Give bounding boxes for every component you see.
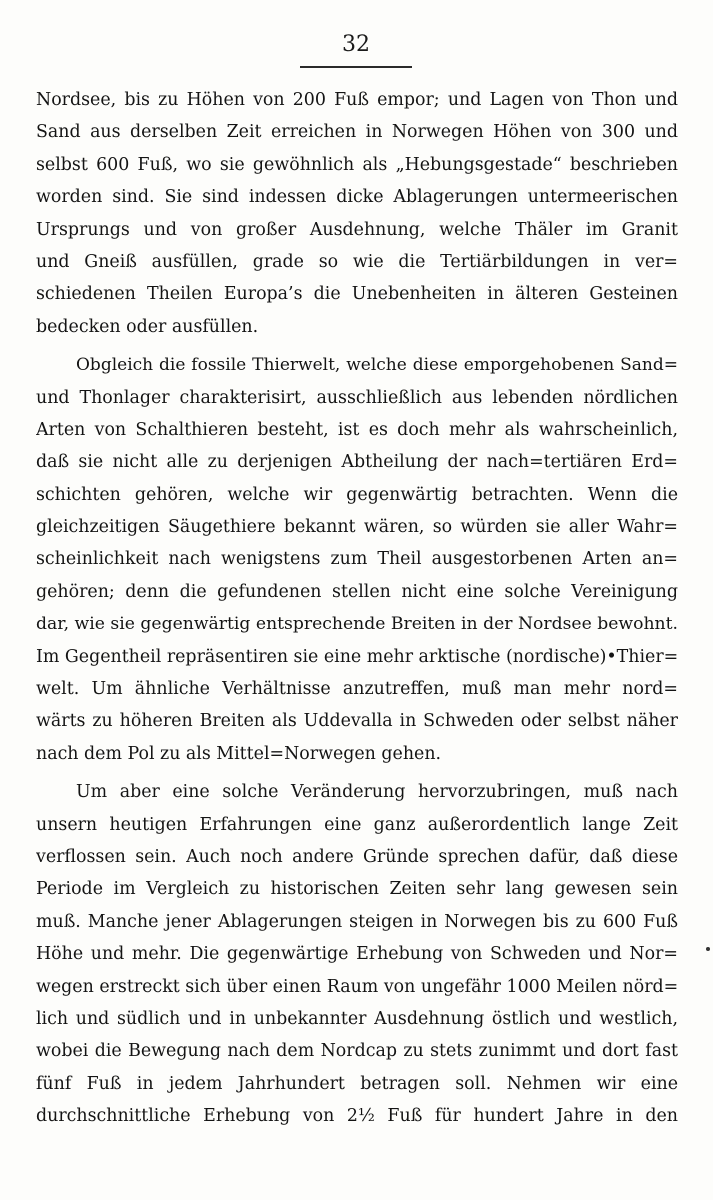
text-line: lich und südlich und in unbekannter Ausdehnung östlich und westlich, bbox=[36, 1008, 678, 1029]
text-line: Periode im Vergleich zu historischen Zeiten sehr lang gewesen sein bbox=[36, 879, 678, 900]
text-line: worden sind. Sie sind indessen dicke Ablagerungen untermeerischen bbox=[36, 187, 678, 208]
text-line: Sand aus derselben Zeit erreichen in Norwegen Höhen von 300 und bbox=[36, 122, 678, 143]
page-number: 32 bbox=[342, 32, 370, 57]
text-line: wegen erstreckt sich über einen Raum von ungefähr 1000 Meilen nörd= bbox=[36, 976, 678, 997]
text-line: fünf Fuß in jedem Jahrhundert betragen soll. Nehmen wir eine bbox=[36, 1073, 678, 1094]
text-line: daß sie nicht alle zu derjenigen Abtheilung der nach=tertiären Erd= bbox=[36, 452, 678, 473]
text-line: nach dem Pol zu als Mittel=Norwegen gehen. bbox=[36, 743, 442, 764]
text-line: gleichzeitigen Säugethiere bekannt wären, so würden sie aller Wahr= bbox=[36, 517, 678, 538]
text-line: verflossen sein. Auch noch andere Gründe sprechen dafür, daß diese bbox=[36, 846, 678, 867]
text-line: wärts zu höheren Breiten als Uddevalla in Schweden oder selbst näher bbox=[36, 711, 678, 732]
text-line: Arten von Schalthieren besteht, ist es doch mehr als wahrscheinlich, bbox=[36, 419, 678, 440]
ink-speck bbox=[706, 947, 710, 951]
text-line: Um aber eine solche Veränderung hervorzubringen, muß nach bbox=[76, 782, 678, 803]
text-line: selbst 600 Fuß, wo sie gewöhnlich als „Hebungsgestade“ beschrieben bbox=[36, 154, 678, 175]
text-line: Obgleich die fossile Thierwelt, welche diese emporgehobenen Sand= bbox=[76, 355, 678, 376]
text-line: bedecken oder ausfüllen. bbox=[36, 316, 259, 337]
text-line: schichten gehören, welche wir gegenwärtig betrachten. Wenn die bbox=[36, 484, 678, 505]
paragraph-2 bbox=[36, 349, 678, 770]
header-rule bbox=[300, 66, 412, 68]
text-line: durchschnittliche Erhebung von 2½ Fuß für hundert Jahre in den bbox=[36, 1106, 678, 1127]
text-line: dar, wie sie gegenwärtig entsprechende Breiten in der Nordsee bewohnt. bbox=[36, 614, 678, 635]
text-line: Höhe und mehr. Die gegenwärtige Erhebung von Schweden und Nor= bbox=[36, 944, 678, 965]
text-line: gehören; denn die gefundenen stellen nicht eine solche Vereinigung bbox=[36, 581, 678, 602]
text-line: scheinlichkeit nach wenigstens zum Theil ausgestorbenen Arten an= bbox=[36, 549, 678, 570]
text-line: Nordsee, bis zu Höhen von 200 Fuß empor; und Lagen von Thon und bbox=[36, 90, 678, 110]
text-line: unsern heutigen Erfahrungen eine ganz außerordentlich lange Zeit bbox=[36, 814, 678, 835]
text-line: und Thonlager charakterisirt, ausschließlich aus lebenden nördlichen bbox=[36, 387, 678, 408]
text-line: Ursprungs und von großer Ausdehnung, welche Thäler im Granit bbox=[36, 219, 678, 240]
paragraph-1 bbox=[36, 84, 678, 343]
text-line: muß. Manche jener Ablagerungen steigen in Norwegen bis zu 600 Fuß bbox=[36, 911, 678, 932]
text-line: und Gneiß ausfüllen, grade so wie die Tertiärbildungen in ver= bbox=[36, 251, 678, 272]
text-line: welt. Um ähnliche Verhältnisse anzutreffen, muß man mehr nord= bbox=[36, 679, 678, 700]
text-line: Im Gegentheil repräsentiren sie eine mehr arktische (nordische)•Thier= bbox=[36, 646, 678, 667]
text-line: schiedenen Theilen Europa’s die Unebenheiten in älteren Gesteinen bbox=[36, 284, 678, 305]
text-line: wobei die Bewegung nach dem Nordcap zu stets zunimmt und dort fast bbox=[36, 1041, 678, 1062]
paragraph-3 bbox=[36, 776, 678, 1132]
body-text bbox=[36, 84, 678, 1133]
